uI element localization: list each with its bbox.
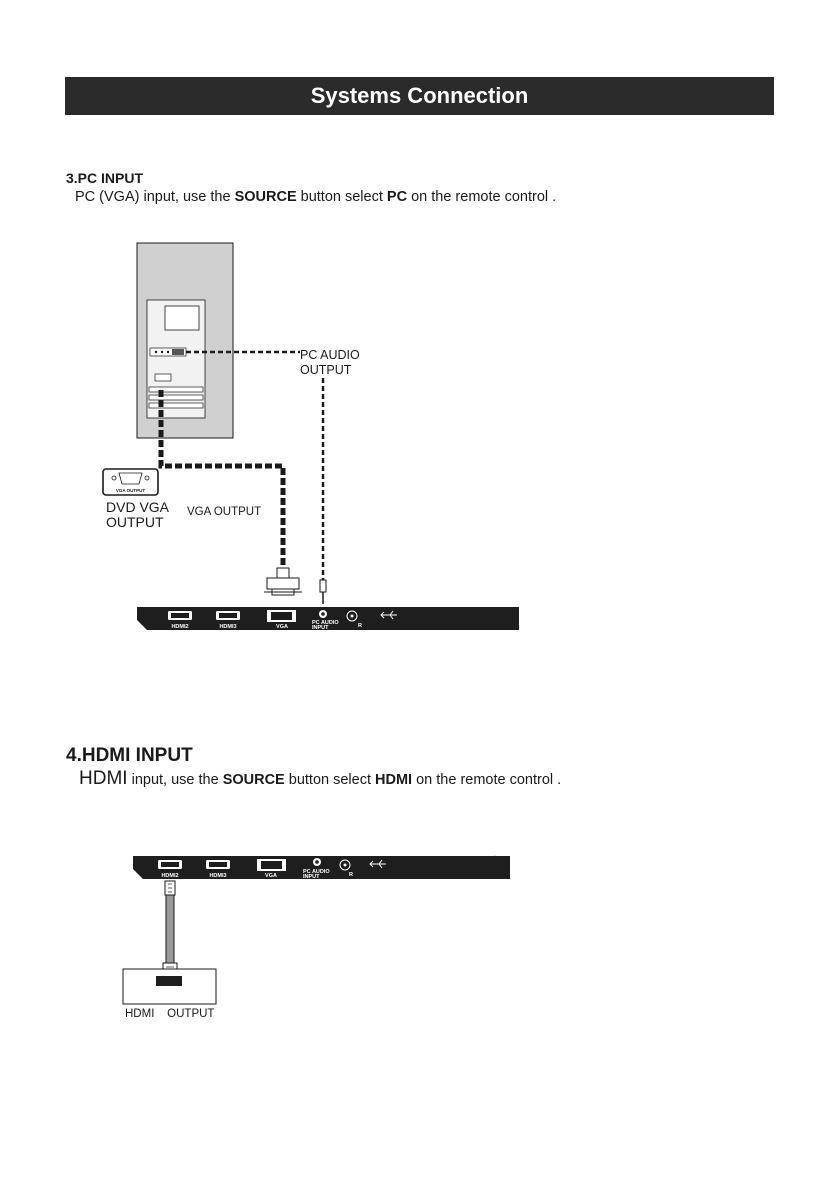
- audio-plug: [320, 580, 326, 604]
- port-label-vga: VGA: [276, 624, 288, 630]
- pc-audio-output-label-2: OUTPUT: [300, 363, 352, 377]
- port-label-hdmi3-b: HDMI3: [209, 873, 227, 879]
- hdmi-output-device: [123, 969, 216, 1004]
- banner-title: Systems Connection: [310, 83, 529, 108]
- port-label-pc-audio-b: PC AUDIO: [303, 869, 330, 875]
- dvd-vga-output-label: DVD VGA: [106, 499, 170, 515]
- pc-audio-output-label: PC AUDIO: [300, 348, 360, 362]
- hdmi-output-label: HDMI OUTPUT: [125, 1008, 215, 1020]
- tv-panel-hdmi: [133, 856, 510, 880]
- port-label-pc-audio: PC AUDIO: [312, 620, 339, 626]
- port-label-input-b: INPUT: [303, 874, 320, 880]
- dvd-vga-output-device: [103, 469, 158, 495]
- port-label-input: INPUT: [312, 625, 329, 631]
- port-label-hdmi2: HDMI2: [171, 624, 189, 630]
- hdmi-input-instructions: HDMI input, use the SOURCE button select HDMI on the remote control .: [79, 768, 562, 789]
- port-label-r: R: [358, 623, 362, 629]
- hdmi-input-heading: 4.HDMI INPUT: [66, 745, 193, 766]
- port-label-r-b: R: [349, 872, 353, 878]
- hdmi-cable: [163, 881, 177, 975]
- dvd-vga-output-label-2: OUTPUT: [106, 514, 164, 530]
- vga-plug: [264, 568, 302, 595]
- port-label-hdmi3: HDMI3: [219, 624, 237, 630]
- pc-input-instructions: PC (VGA) input, use the SOURCE button select PC on the remote control .: [75, 189, 557, 205]
- pc-input-heading: 3.PC INPUT: [66, 170, 144, 186]
- vga-output-badge-label: VGA OUTPUT: [115, 488, 146, 493]
- port-label-hdmi2-b: HDMI2: [161, 873, 179, 879]
- vga-output-cable-label: VGA OUTPUT: [187, 506, 262, 518]
- port-label-vga-b: VGA: [265, 873, 277, 879]
- pc-tower: [137, 243, 233, 438]
- tv-panel-pc: [137, 607, 519, 631]
